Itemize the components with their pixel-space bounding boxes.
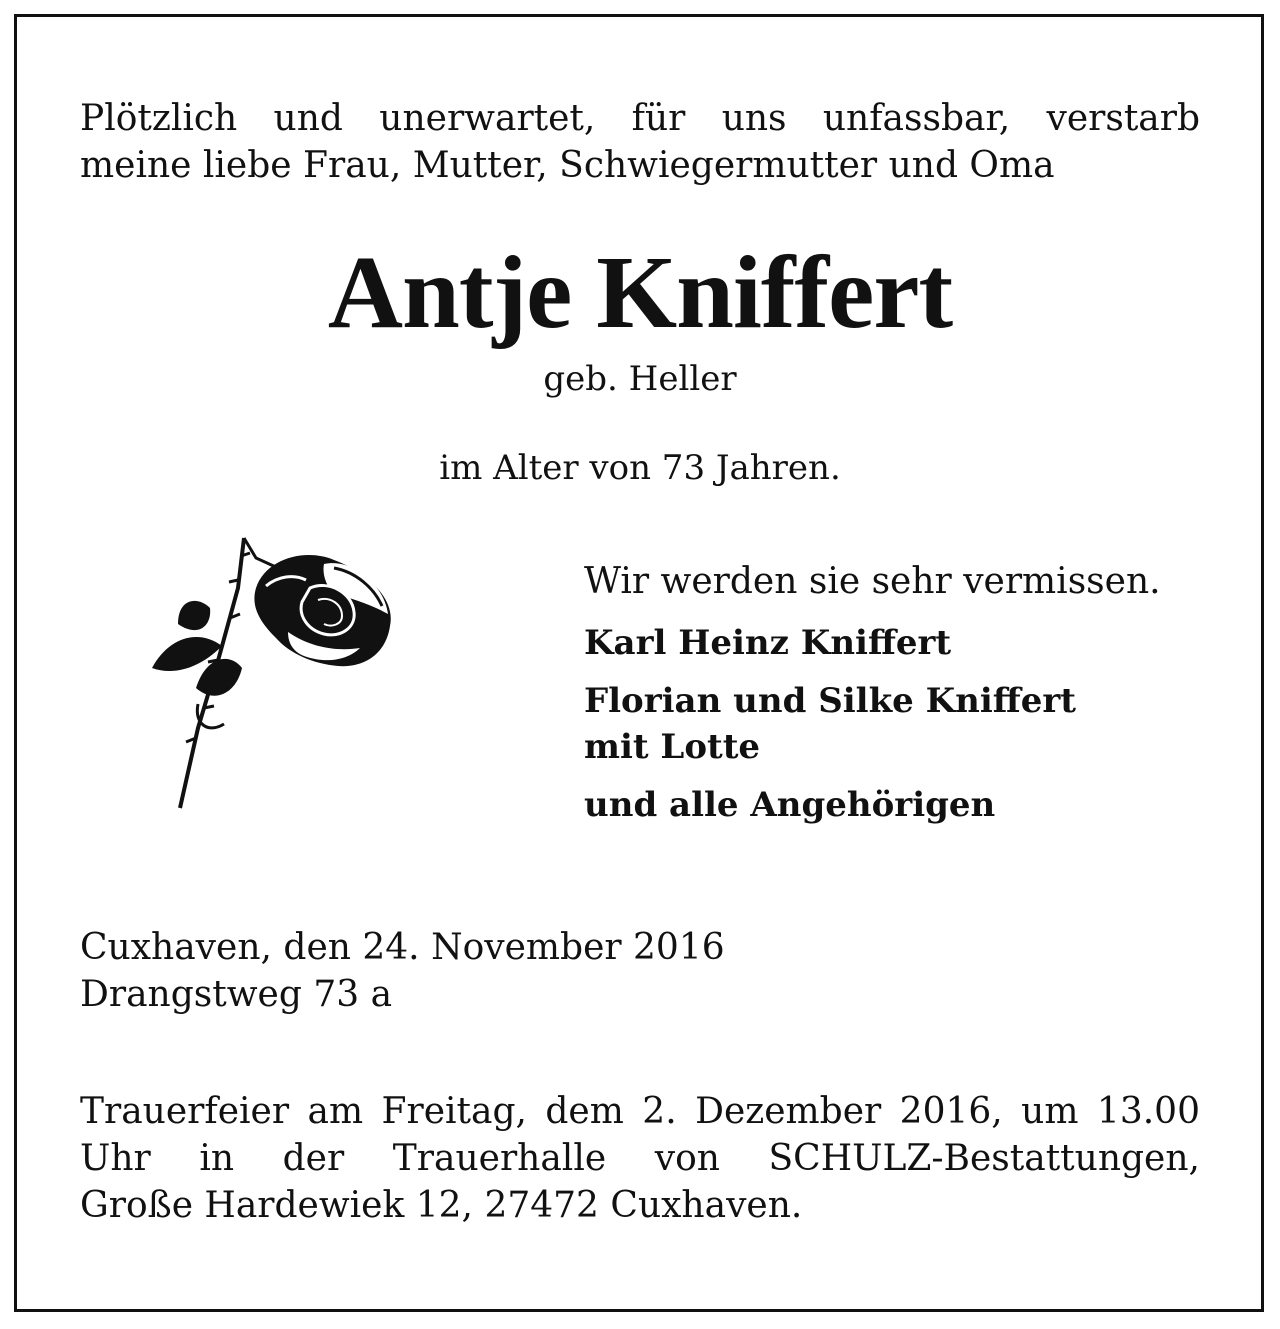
mourner-name [584,620,1224,666]
mourner-line: und alle Angehörigen [584,785,996,825]
mourner-line: Karl Heinz Kniffert [584,623,952,663]
service-line: Trauerfeier am Freitag, dem 2. Dezember 2016, um 13.00 [80,1091,1200,1132]
mourner-name [584,678,1224,770]
service-line: Große Hardewiek 12, 27472 Cuxhaven. [80,1185,803,1226]
maiden-name: geb. Heller [543,359,737,399]
place-and-date [80,924,725,1018]
mourner-name [584,782,1224,828]
deceased-name: Antje Kniffert [327,235,953,350]
intro-text [80,95,1200,189]
service-line: Uhr in der Trauerhalle von SCHULZ-Bestattungen, [80,1138,1200,1179]
mourners-block [584,558,1224,840]
address: Drangstweg 73 a [80,974,393,1015]
miss-message: Wir werden sie sehr vermissen. [584,561,1161,602]
city-date: Cuxhaven, den 24. November 2016 [80,927,725,968]
age-text: im Alter von 73 Jahren. [439,448,841,488]
rose-icon [138,528,400,814]
service-info [80,1088,1200,1229]
intro-line: meine liebe Frau, Mutter, Schwiegermutter und Oma [80,145,1055,186]
mourner-line: mit Lotte [584,727,761,767]
mourner-line: Florian und Silke Kniffert [584,681,1076,721]
intro-line: Plötzlich und unerwartet, für uns unfassbar, verstarb [80,98,1200,139]
